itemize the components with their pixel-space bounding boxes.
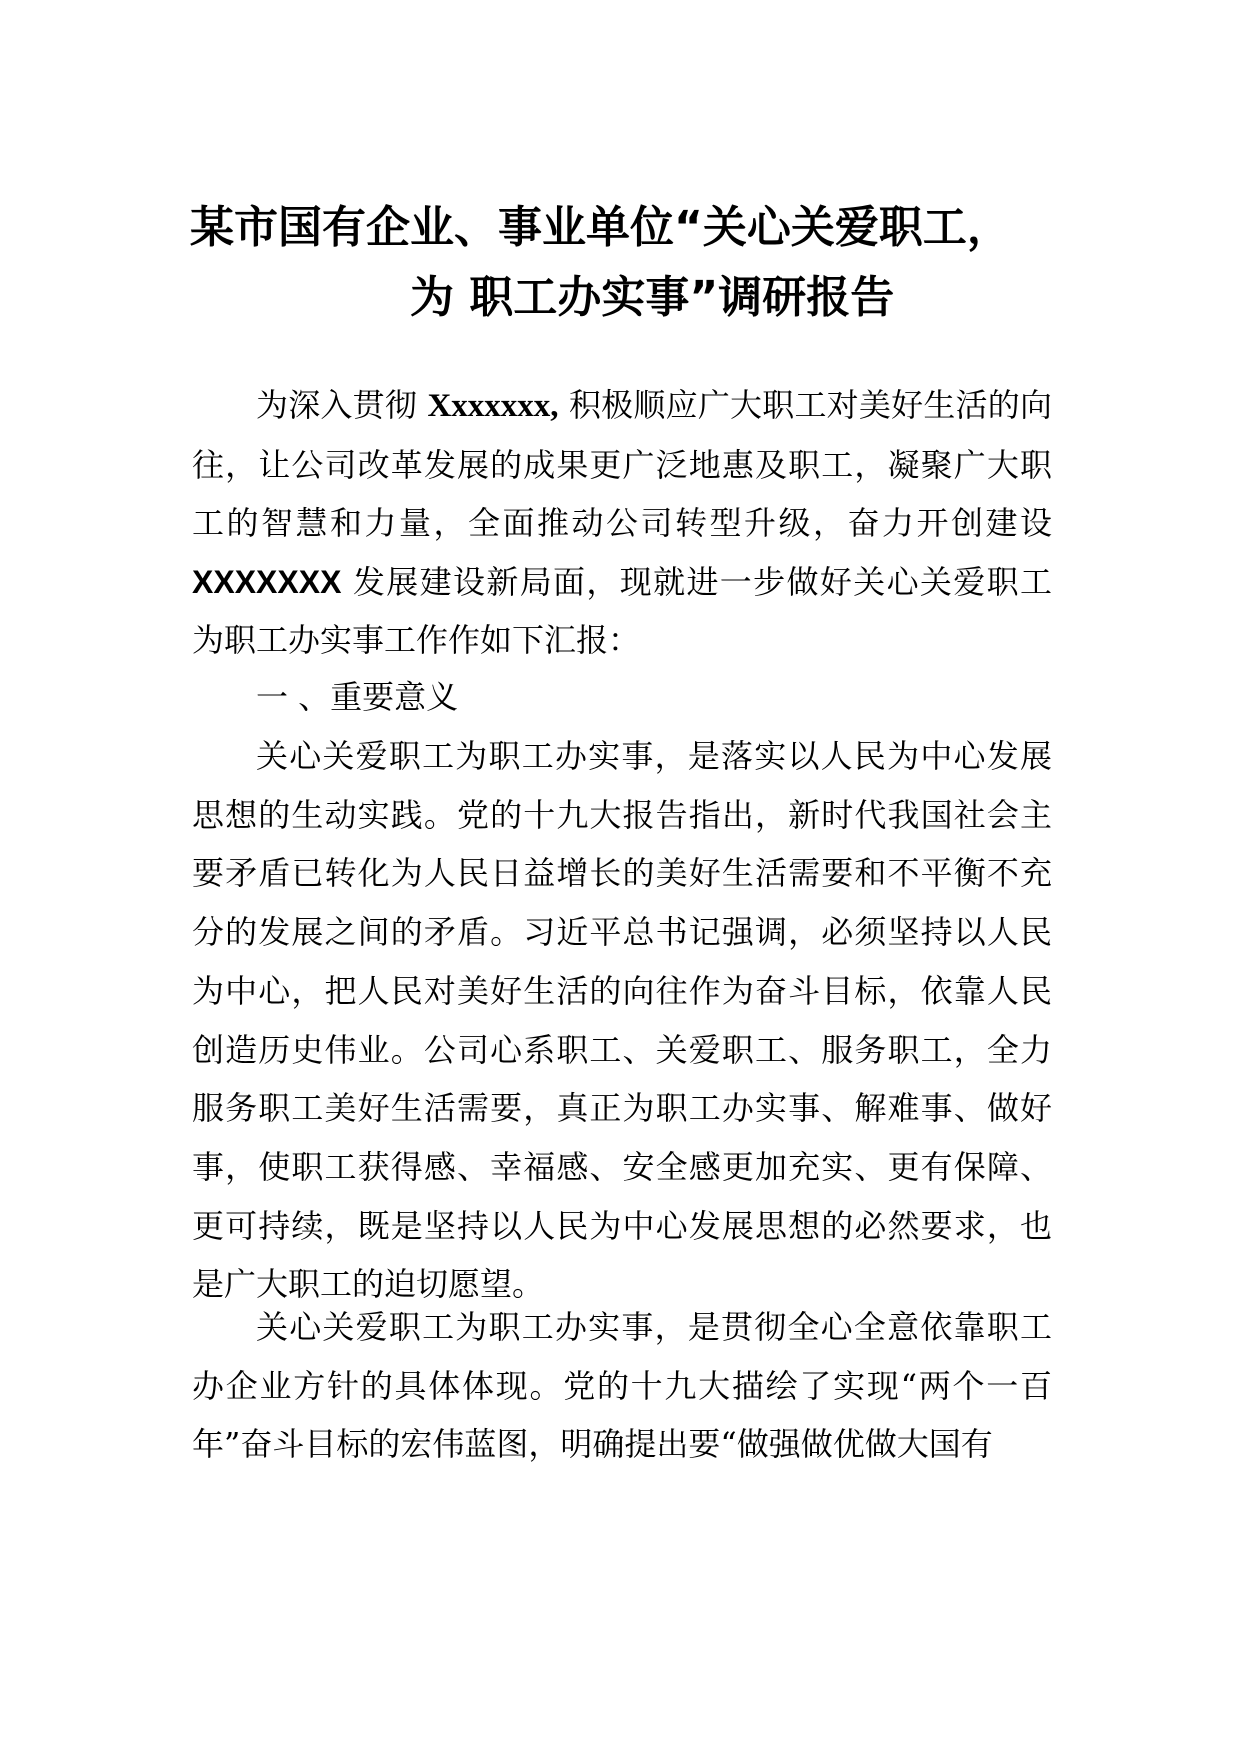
- document-title-line-1: 某市国有企业、事业单位“关心关爱职工，: [190, 202, 1011, 253]
- intro-text-end: 发展建设新局面，现就进一步做好关心关爱职工为职工办实事工作作如下汇报：: [192, 562, 1052, 659]
- intro-paragraph: [192, 376, 1052, 670]
- body-paragraph-1: 关心关爱职工为职工办实事，是落实以人民为中心发展思想的生动实践。党的十九大报告指出，新时代我国社会主要矛盾已转化为人民日益增长的美好生活需要和不平衡不充分的发展之间的矛盾。习近平总书记强调，必须坚持以人民为中心，把人民对美好生活的向往作为奋斗目标，依靠人民创造历史伟业。公司心系职工、关爱职工、服务职工，全力服务职工美好生活需要，真正为职工办实事、解难事、做好事，使职工获得感、幸福感、安全感更加充实、更有保障、更可持续，既是坚持以人民为中心发展思想的必然要求，也是广大职工的迫切愿望。: [192, 737, 1052, 1304]
- body-paragraph-2: 关心关爱职工为职工办实事，是贯彻全心全意依靠职工办企业方针的具体体现。党的十九大描绘了实现“两个一百年”奋斗目标的宏伟蓝图，明确提出要“做强做优做大国有: [192, 1308, 1052, 1463]
- document-title-line-2: 为 职工办实事”调研报告: [410, 272, 895, 323]
- redacted-name-2: XXXXXXX: [192, 563, 342, 600]
- intro-text-start: 为深入贯彻: [256, 386, 428, 424]
- intro-text-middle: 积极顺应广大职工对美好生活的向往，让公司改革发展的成果更广泛地惠及职工，凝聚广大职工的智慧和力量，全面推动公司转型升级，奋力开创建设: [192, 386, 1052, 542]
- section-heading-importance: 一 、重要意义: [256, 678, 459, 716]
- redacted-name-1: Xxxxxxx,: [427, 388, 559, 424]
